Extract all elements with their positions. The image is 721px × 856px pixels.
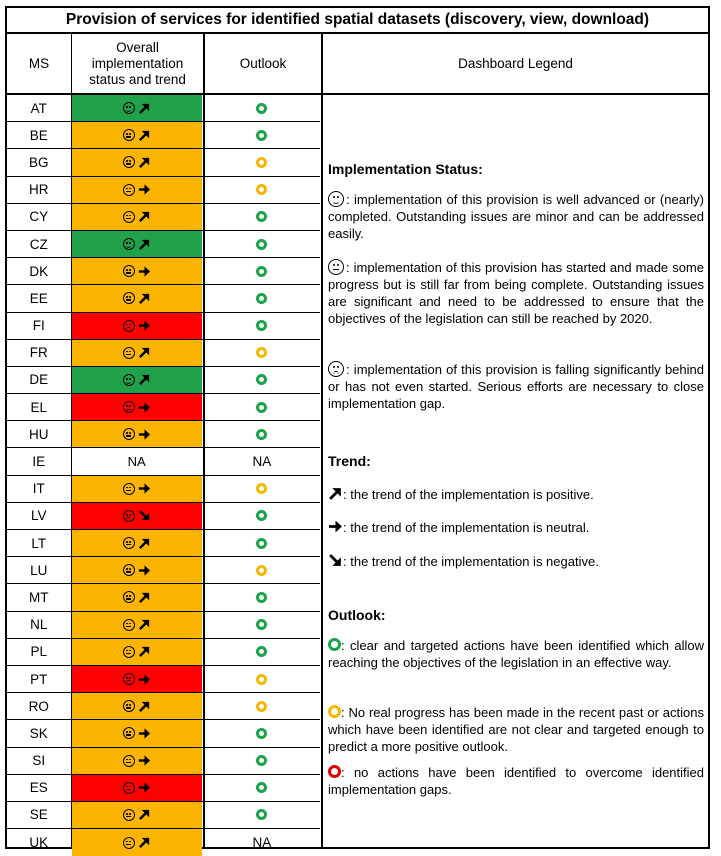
smiley-neutral-icon (123, 646, 135, 658)
ms-cell: NL (30, 617, 48, 633)
arrow-up-right-icon (138, 591, 151, 604)
status-cell (72, 639, 202, 665)
outlook-cell (204, 231, 320, 257)
smiley-neutral-icon (123, 564, 135, 576)
outlook-cell (204, 639, 320, 665)
green-circle-icon (256, 755, 267, 766)
arrow-right-icon (138, 727, 151, 740)
table-row (7, 775, 320, 802)
smiley-sad-icon (123, 401, 135, 413)
ms-cell: HR (29, 182, 49, 198)
table-row (7, 231, 320, 258)
arrow-up-right-icon (138, 537, 151, 550)
arrow-up-right-icon (328, 486, 343, 501)
table-row (7, 367, 320, 394)
arrow-up-right-icon (138, 129, 151, 142)
table-row (7, 748, 320, 775)
red-circle-icon (328, 765, 341, 778)
status-cell (72, 122, 202, 148)
arrow-up-right-icon (138, 700, 151, 713)
ms-cell: CZ (29, 236, 48, 252)
table-row (7, 829, 320, 856)
arrow-right-icon (138, 265, 151, 278)
ms-cell: SI (32, 753, 46, 769)
table-row (7, 313, 320, 340)
table-row (7, 149, 320, 176)
status-cell (72, 802, 202, 828)
legend-status-heading: Implementation Status: (328, 161, 483, 177)
smiley-sad-icon (123, 320, 135, 332)
yellow-circle-icon (328, 705, 341, 718)
arrow-right-icon (138, 428, 151, 441)
smiley-neutral-icon (123, 537, 135, 549)
status-cell (72, 231, 202, 257)
table-row (7, 258, 320, 285)
smiley-neutral-icon (123, 347, 135, 359)
outlook-cell (204, 557, 320, 583)
status-cell (72, 367, 202, 393)
status-cell (72, 313, 202, 339)
legend-outlook-green (328, 637, 704, 671)
outlook-cell (204, 95, 320, 121)
green-circle-icon (256, 266, 267, 277)
smiley-neutral-icon (123, 292, 135, 304)
arrow-down-right-icon (328, 553, 343, 568)
outlook-cell (204, 530, 320, 556)
yellow-circle-icon (256, 674, 267, 685)
ms-cell: PT (30, 671, 48, 687)
arrow-up-right-icon (138, 645, 151, 658)
outlook-cell (204, 394, 320, 420)
table-row (7, 340, 320, 367)
status-cell (72, 693, 202, 719)
ms-cell: SE (29, 807, 48, 823)
outlook-cell (204, 367, 320, 393)
table-row (7, 612, 320, 639)
green-circle-icon (256, 130, 267, 141)
table-row (7, 122, 320, 149)
ms-cell: FR (29, 345, 48, 361)
legend-status-bad (328, 361, 704, 412)
smiley-sad-icon (123, 673, 135, 685)
table-row (7, 285, 320, 312)
table-row (7, 584, 320, 611)
ms-cell: EE (29, 290, 48, 306)
table-row (7, 204, 320, 231)
smiley-neutral-icon (123, 700, 135, 712)
green-circle-icon (256, 374, 267, 385)
ms-cell: IE (32, 454, 46, 470)
ms-cell: DE (29, 372, 49, 388)
outlook-cell (204, 340, 320, 366)
status-cell (72, 476, 202, 502)
status-cell (72, 394, 202, 420)
yellow-circle-icon (256, 347, 267, 358)
ms-cell: AT (30, 100, 47, 116)
legend-outlook-heading: Outlook: (328, 607, 386, 623)
status-cell (72, 530, 202, 556)
table-row (7, 394, 320, 421)
smiley-neutral-icon (123, 809, 135, 821)
status-cell (72, 258, 202, 284)
status-cell (72, 584, 202, 610)
arrow-up-right-icon (138, 346, 151, 359)
table-row (7, 476, 320, 503)
green-circle-icon (256, 510, 267, 521)
arrow-right-icon (138, 401, 151, 414)
smiley-neutral-icon (328, 259, 344, 275)
ms-cell: CY (29, 209, 49, 225)
smiley-neutral-icon (123, 265, 135, 277)
ms-cell: LU (30, 562, 48, 578)
header-ms: MS (7, 34, 71, 95)
outlook-cell (204, 122, 320, 148)
legend-status-good (328, 191, 704, 242)
arrow-up-right-icon (138, 373, 151, 386)
legend-outlook-red (328, 764, 704, 798)
outlook-cell (204, 476, 320, 502)
outlook-cell (204, 177, 320, 203)
ms-cell: ES (29, 780, 48, 796)
green-circle-icon (256, 103, 267, 114)
legend-status-medium (328, 259, 704, 327)
table-row (7, 503, 320, 530)
arrow-right-icon (138, 183, 151, 196)
ms-cell: LV (31, 508, 47, 524)
arrow-right-icon (138, 482, 151, 495)
column-divider (321, 34, 323, 847)
status-cell (72, 829, 202, 856)
outlook-cell (204, 584, 320, 610)
legend-trend-positive (328, 486, 704, 503)
smiley-neutral-icon (123, 619, 135, 631)
status-cell (72, 720, 202, 746)
arrow-right-icon (138, 319, 151, 332)
table-row (7, 177, 320, 204)
legend-status-medium-text: : implementation of this provision has started and made some progress but is still far from being complete. Outstanding issues are significant and need to be addressed to ensure that the objectives of the legislation can still be reached by 2020. (328, 260, 704, 326)
yellow-circle-icon (256, 157, 267, 168)
arrow-up-right-icon (138, 156, 151, 169)
smiley-happy-icon (123, 238, 135, 250)
ms-cell: BG (29, 154, 49, 170)
yellow-circle-icon (256, 701, 267, 712)
outlook-cell (204, 258, 320, 284)
ms-cell: RO (28, 698, 49, 714)
outlook-cell (204, 748, 320, 774)
legend-outlook-yellow-text: : No real progress has been made in the recent past or actions which have been identified are not clear and targeted enough to predict a more positive outlook. (328, 705, 704, 754)
arrow-down-right-icon (138, 509, 151, 522)
outlook-cell (204, 313, 320, 339)
green-circle-icon (328, 638, 341, 651)
table-row (7, 693, 320, 720)
legend-outlook-red-text: : no actions have been identified to overcome identified implementation gaps. (328, 765, 704, 797)
arrow-right-icon (138, 754, 151, 767)
outlook-cell (204, 666, 320, 692)
outlook-cell (204, 421, 320, 447)
smiley-neutral-icon (123, 211, 135, 223)
green-circle-icon (256, 293, 267, 304)
arrow-up-right-icon (138, 292, 151, 305)
table-row (7, 557, 320, 584)
outlook-cell: NA (252, 454, 272, 470)
table-row (7, 421, 320, 448)
green-circle-icon (256, 646, 267, 657)
smiley-neutral-icon (123, 755, 135, 767)
smiley-neutral-icon (123, 129, 135, 141)
smiley-neutral-icon (123, 483, 135, 495)
ms-cell: DK (29, 263, 49, 279)
legend-trend-neutral-text: : the trend of the implementation is neutral. (343, 520, 590, 535)
outlook-cell (204, 285, 320, 311)
outlook-cell (204, 204, 320, 230)
green-circle-icon (256, 782, 267, 793)
arrow-right-icon (138, 673, 151, 686)
table-row (7, 720, 320, 747)
status-cell (72, 95, 202, 121)
green-circle-icon (256, 429, 267, 440)
ms-cell: UK (29, 835, 49, 851)
green-circle-icon (256, 592, 267, 603)
outlook-cell (204, 802, 320, 828)
green-circle-icon (256, 320, 267, 331)
smiley-happy-icon (123, 102, 135, 114)
table-row (7, 639, 320, 666)
table-row (7, 95, 320, 122)
smiley-neutral-icon (123, 727, 135, 739)
status-cell (72, 149, 202, 175)
arrow-right-icon (328, 519, 343, 534)
green-circle-icon (256, 239, 267, 250)
table-body (7, 95, 320, 856)
status-cell (72, 775, 202, 801)
outlook-cell (204, 720, 320, 746)
outlook-cell (204, 149, 320, 175)
arrow-up-right-icon (138, 618, 151, 631)
legend-trend-neutral (328, 519, 704, 536)
dashboard-table (5, 6, 710, 849)
legend-trend-negative-text: : the trend of the implementation is negative. (343, 554, 599, 569)
yellow-circle-icon (256, 565, 267, 576)
ms-cell: BE (29, 127, 48, 143)
status-cell (72, 421, 202, 447)
status-cell (72, 177, 202, 203)
legend-trend-positive-text: : the trend of the implementation is positive. (343, 487, 594, 502)
arrow-up-right-icon (138, 808, 151, 821)
green-circle-icon (256, 809, 267, 820)
status-cell (72, 612, 202, 638)
ms-cell: PL (30, 644, 48, 660)
arrow-up-right-icon (138, 238, 151, 251)
smiley-happy-icon (328, 191, 344, 207)
legend-status-bad-text: : implementation of this provision is falling significantly behind or has not even started. Serious efforts are necessary to close implementation gap. (328, 362, 704, 411)
smiley-sad-icon (123, 782, 135, 794)
outlook-cell: NA (252, 835, 272, 851)
yellow-circle-icon (256, 483, 267, 494)
legend-status-good-text: : implementation of this provision is well advanced or (nearly) completed. Outstanding issues are minor and can be addressed easily. (328, 192, 704, 241)
legend-trend-heading: Trend: (328, 453, 371, 469)
smiley-neutral-icon (123, 428, 135, 440)
outlook-cell (204, 503, 320, 529)
smiley-sad-icon (328, 361, 344, 377)
smiley-neutral-icon (123, 591, 135, 603)
yellow-circle-icon (256, 184, 267, 195)
arrow-up-right-icon (138, 102, 151, 115)
table-row (7, 448, 320, 475)
outlook-cell (204, 693, 320, 719)
arrow-right-icon (138, 564, 151, 577)
green-circle-icon (256, 211, 267, 222)
green-circle-icon (256, 728, 267, 739)
status-cell (72, 503, 202, 529)
ms-cell: LT (31, 535, 47, 551)
ms-cell: IT (32, 481, 45, 497)
smiley-happy-icon (123, 374, 135, 386)
header-legend: Dashboard Legend (323, 34, 708, 95)
smiley-neutral-icon (123, 184, 135, 196)
table-row (7, 530, 320, 557)
legend-outlook-green-text: : clear and targeted actions have been identified which allow reaching the objectives of the legislation in an effective way. (328, 638, 704, 670)
smiley-neutral-icon (123, 837, 135, 849)
green-circle-icon (256, 619, 267, 630)
table-title: Provision of services for identified spatial datasets (discovery, view, download) (7, 8, 708, 34)
status-cell: NA (72, 448, 202, 474)
smiley-neutral-icon (123, 156, 135, 168)
ms-cell: MT (29, 589, 49, 605)
green-circle-icon (256, 538, 267, 549)
status-cell (72, 666, 202, 692)
header-outlook: Outlook (205, 34, 321, 95)
status-cell (72, 748, 202, 774)
status-cell (72, 204, 202, 230)
ms-cell: SK (29, 725, 48, 741)
status-cell (72, 285, 202, 311)
green-circle-icon (256, 402, 267, 413)
status-cell (72, 340, 202, 366)
status-cell (72, 557, 202, 583)
smiley-sad-icon (123, 510, 135, 522)
ms-cell: EL (30, 399, 48, 415)
table-row (7, 802, 320, 829)
outlook-cell (204, 612, 320, 638)
arrow-right-icon (138, 781, 151, 794)
ms-cell: FI (32, 318, 45, 334)
arrow-up-right-icon (138, 210, 151, 223)
outlook-cell (204, 775, 320, 801)
legend-outlook-yellow (328, 704, 704, 755)
ms-cell: HU (29, 426, 49, 442)
arrow-up-right-icon (138, 836, 151, 849)
legend-trend-negative (328, 553, 704, 570)
header-status: Overall implementation status and trend (72, 34, 203, 95)
table-row (7, 666, 320, 693)
